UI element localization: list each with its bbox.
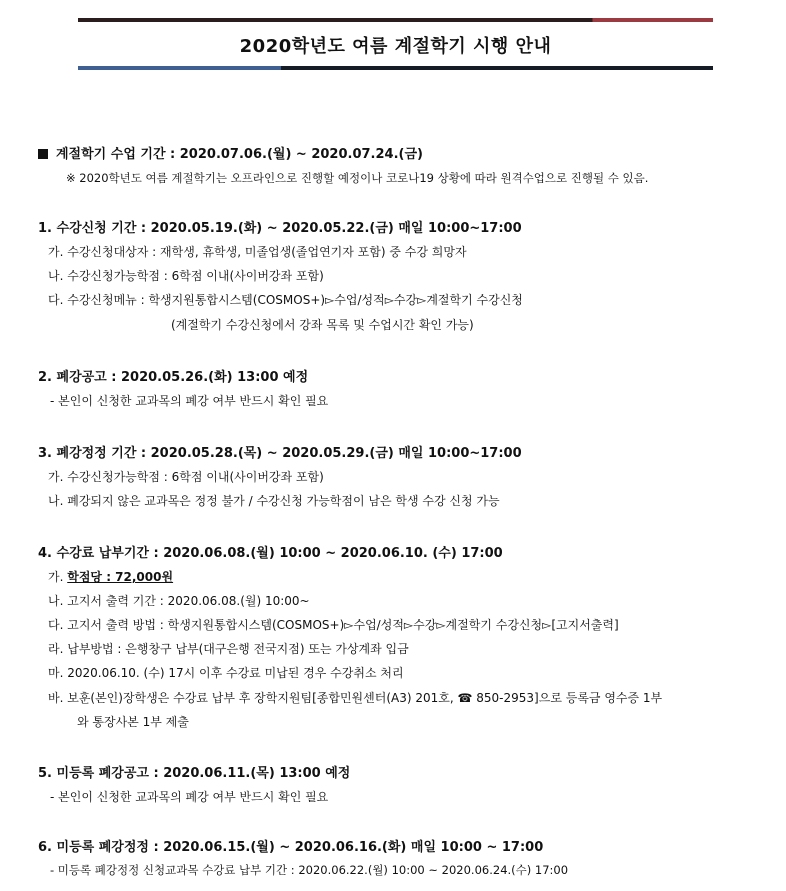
section-4-item-a-prefix: 가. bbox=[48, 570, 68, 584]
section-4-item-d: 라. 납부방법 : 은행창구 납부(대구은행 전국지점) 또는 가상계좌 입금 bbox=[48, 642, 409, 656]
section-4-item-b: 나. 고지서 출력 기간 : 2020.06.08.(월) 10:00~ bbox=[48, 594, 310, 608]
section-4-item-f bbox=[48, 689, 662, 706]
section-3-item-b: 나. 폐강되지 않은 교과목은 정정 불가 / 수강신청 가능학점이 남은 학생 수강 신청 가능 bbox=[48, 494, 500, 508]
section-1-item-b: 나. 수강신청가능학점 : 6학점 이내(사이버강좌 포함) bbox=[48, 269, 324, 283]
page-title: 2020학년도 여름 계절학기 시행 안내 bbox=[239, 36, 552, 57]
section-1-item-a: 가. 수강신청대상자 : 재학생, 휴학생, 미졸업생(졸업연기자 포함) 중 수강 희망자 bbox=[48, 245, 467, 259]
section-1-item-c: 다. 수강신청메뉴 : 학생지원통합시스템(COSMOS+)▻수업/성적▻수강▻계절학기 수강신청 bbox=[48, 293, 523, 307]
section-3-heading: 3. 폐강정정 기간 : 2020.05.28.(목) ~ 2020.05.29.(금) 매일 10:00~17:00 bbox=[38, 446, 522, 461]
section-4-item-a bbox=[48, 568, 173, 585]
section-4-item-f-tail: 850-2953]으로 등록금 영수증 1부 bbox=[476, 691, 663, 705]
section-1-heading: 1. 수강신청 기간 : 2020.05.19.(화) ~ 2020.05.22.(금) 매일 10:00~17:00 bbox=[38, 221, 522, 236]
title-top-bar bbox=[78, 18, 713, 22]
period-heading bbox=[38, 143, 423, 162]
title-bottom-bar bbox=[78, 66, 713, 70]
section-4-item-f-cont: 와 통장사본 1부 제출 bbox=[77, 715, 189, 729]
telephone-icon: ☎ bbox=[457, 691, 473, 705]
section-4-heading: 4. 수강료 납부기간 : 2020.06.08.(월) 10:00 ~ 2020.06.10. (수) 17:00 bbox=[38, 546, 503, 561]
section-4-item-c: 다. 고지서 출력 방법 : 학생지원통합시스템(COSMOS+)▻수업/성적▻수강▻계절학기 수강신청▻[고지서출력] bbox=[48, 618, 619, 632]
section-2-item: - 본인이 신청한 교과목의 폐강 여부 반드시 확인 필요 bbox=[50, 394, 329, 408]
square-bullet-icon bbox=[38, 149, 48, 159]
section-3-item-a: 가. 수강신청가능학점 : 6학점 이내(사이버강좌 포함) bbox=[48, 470, 324, 484]
section-6-heading: 6. 미등록 폐강정정 : 2020.06.15.(월) ~ 2020.06.16.(화) 매일 10:00 ~ 17:00 bbox=[38, 840, 544, 855]
period-heading-text: 계절학기 수업 기간 : 2020.07.06.(월) ~ 2020.07.24.(금) bbox=[56, 147, 423, 162]
section-4-item-f-text: 바. 보훈(본인)장학생은 수강료 납부 후 장학지원팀[종합민원센터(A3) 201호, bbox=[48, 691, 454, 705]
title-box bbox=[78, 18, 713, 70]
section-2-heading: 2. 폐강공고 : 2020.05.26.(화) 13:00 예정 bbox=[38, 370, 309, 385]
fee-per-credit: 학점당 : 72,000원 bbox=[67, 570, 174, 584]
period-note: ※ 2020학년도 여름 계절학기는 오프라인으로 진행할 예정이나 코로나19 상황에 따라 원격수업으로 진행될 수 있음. bbox=[66, 171, 649, 185]
section-6-item: - 미등록 폐강정정 신청교과목 수강료 납부 기간 : 2020.06.22.(월) 10:00 ~ 2020.06.24.(수) 17:00 bbox=[50, 863, 569, 877]
section-5-heading: 5. 미등록 폐강공고 : 2020.06.11.(목) 13:00 예정 bbox=[38, 766, 351, 781]
section-1-item-c-note: (계절학기 수강신청에서 강좌 목록 및 수업시간 확인 가능) bbox=[171, 318, 474, 332]
section-5-item: - 본인이 신청한 교과목의 폐강 여부 반드시 확인 필요 bbox=[50, 790, 329, 804]
section-4-item-e: 마. 2020.06.10. (수) 17시 이후 수강료 미납된 경우 수강취소 처리 bbox=[48, 666, 404, 680]
